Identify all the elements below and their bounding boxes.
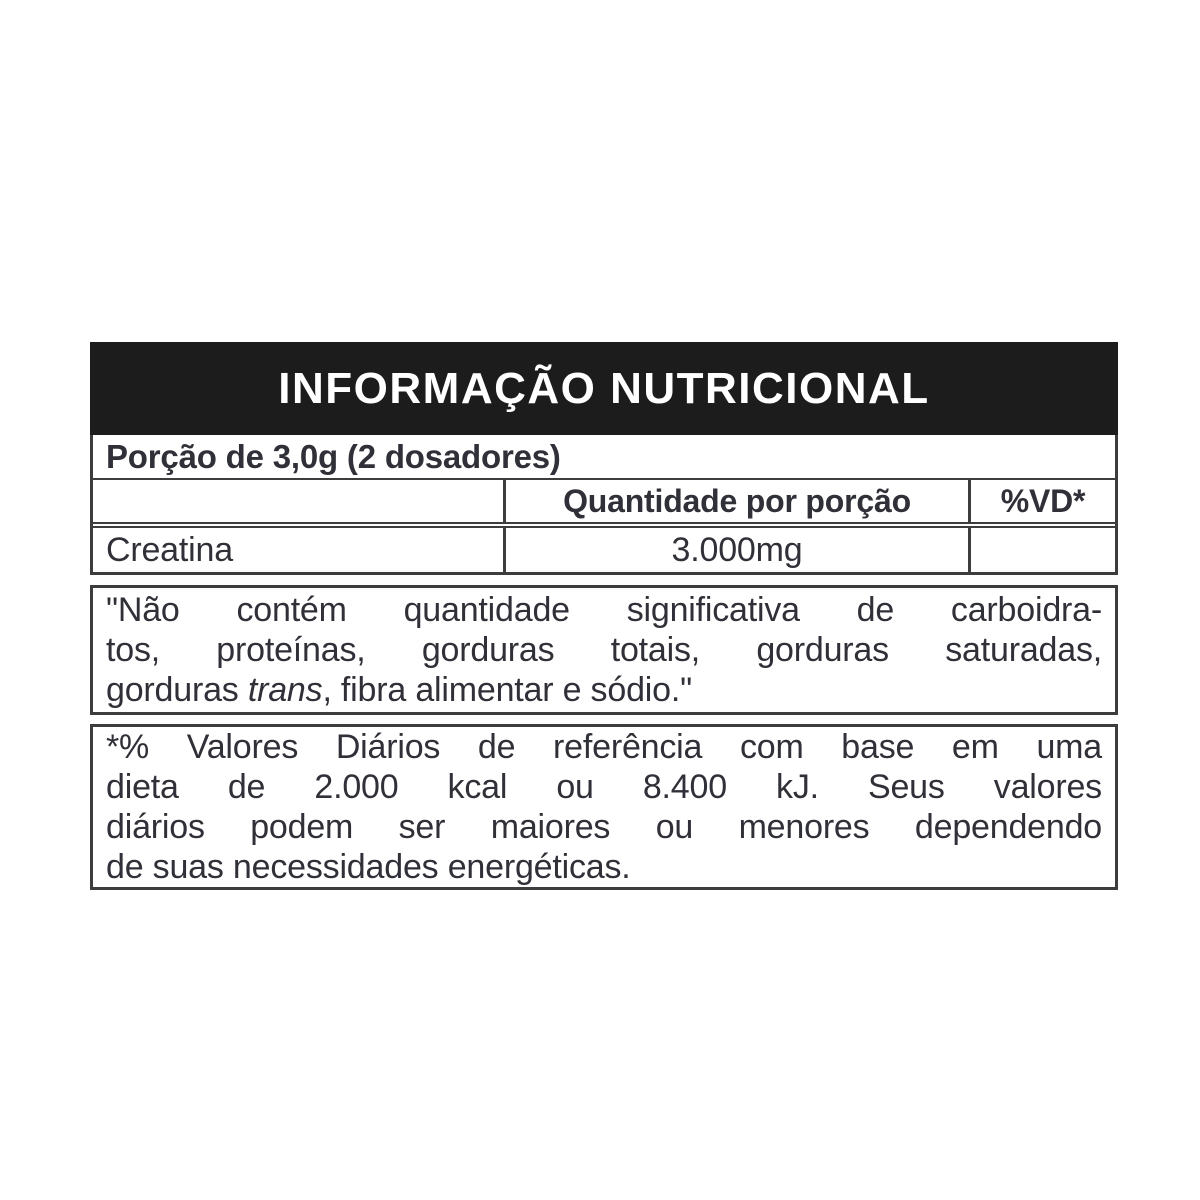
footnote-line-2: dieta de 2.000 kcal ou 8.400 kJ. Seus valores <box>106 768 1102 806</box>
serving-size-text: Porção de 3,0g (2 dosadores) <box>106 437 561 475</box>
header-cell-blank <box>93 480 503 522</box>
table-row-creatina <box>93 528 1115 572</box>
header-cell-quantity: Quantidade por porção <box>503 480 968 522</box>
footnote-line-1: *% Valores Diários de referência com base em uma <box>106 728 1102 766</box>
header-cell-vd: %VD* <box>968 480 1115 522</box>
nutrient-quantity-cell: 3.000mg <box>503 528 968 572</box>
nutrition-label-title: INFORMAÇÃO NUTRICIONAL <box>278 363 930 413</box>
serving-size-row <box>93 435 1115 480</box>
note-line-3 <box>106 670 1102 710</box>
footnote-line-4: de suas necessidades energéticas. <box>106 848 631 886</box>
note-line-3-post: , fibra alimentar e sódio." <box>322 671 692 709</box>
note-line-3-pre: gorduras <box>106 671 248 709</box>
footnote-line-3: diários podem ser maiores ou menores dependendo <box>106 808 1102 846</box>
table-header-row <box>93 480 1115 528</box>
nutrition-label-title-bar <box>90 342 1118 435</box>
daily-values-footnote <box>90 724 1118 890</box>
note-line-1: "Não contém quantidade significativa de carboidra- <box>106 591 1102 629</box>
nutrition-table <box>90 435 1118 575</box>
note-line-2: tos, proteínas, gorduras totais, gorduras saturadas, <box>106 631 1102 669</box>
nutrient-name-cell: Creatina <box>106 530 233 569</box>
note-line-3-trans: trans <box>247 671 323 709</box>
no-significant-amounts-note <box>90 585 1118 715</box>
nutrition-label <box>90 342 1118 890</box>
nutrient-vd-cell <box>968 528 1115 572</box>
